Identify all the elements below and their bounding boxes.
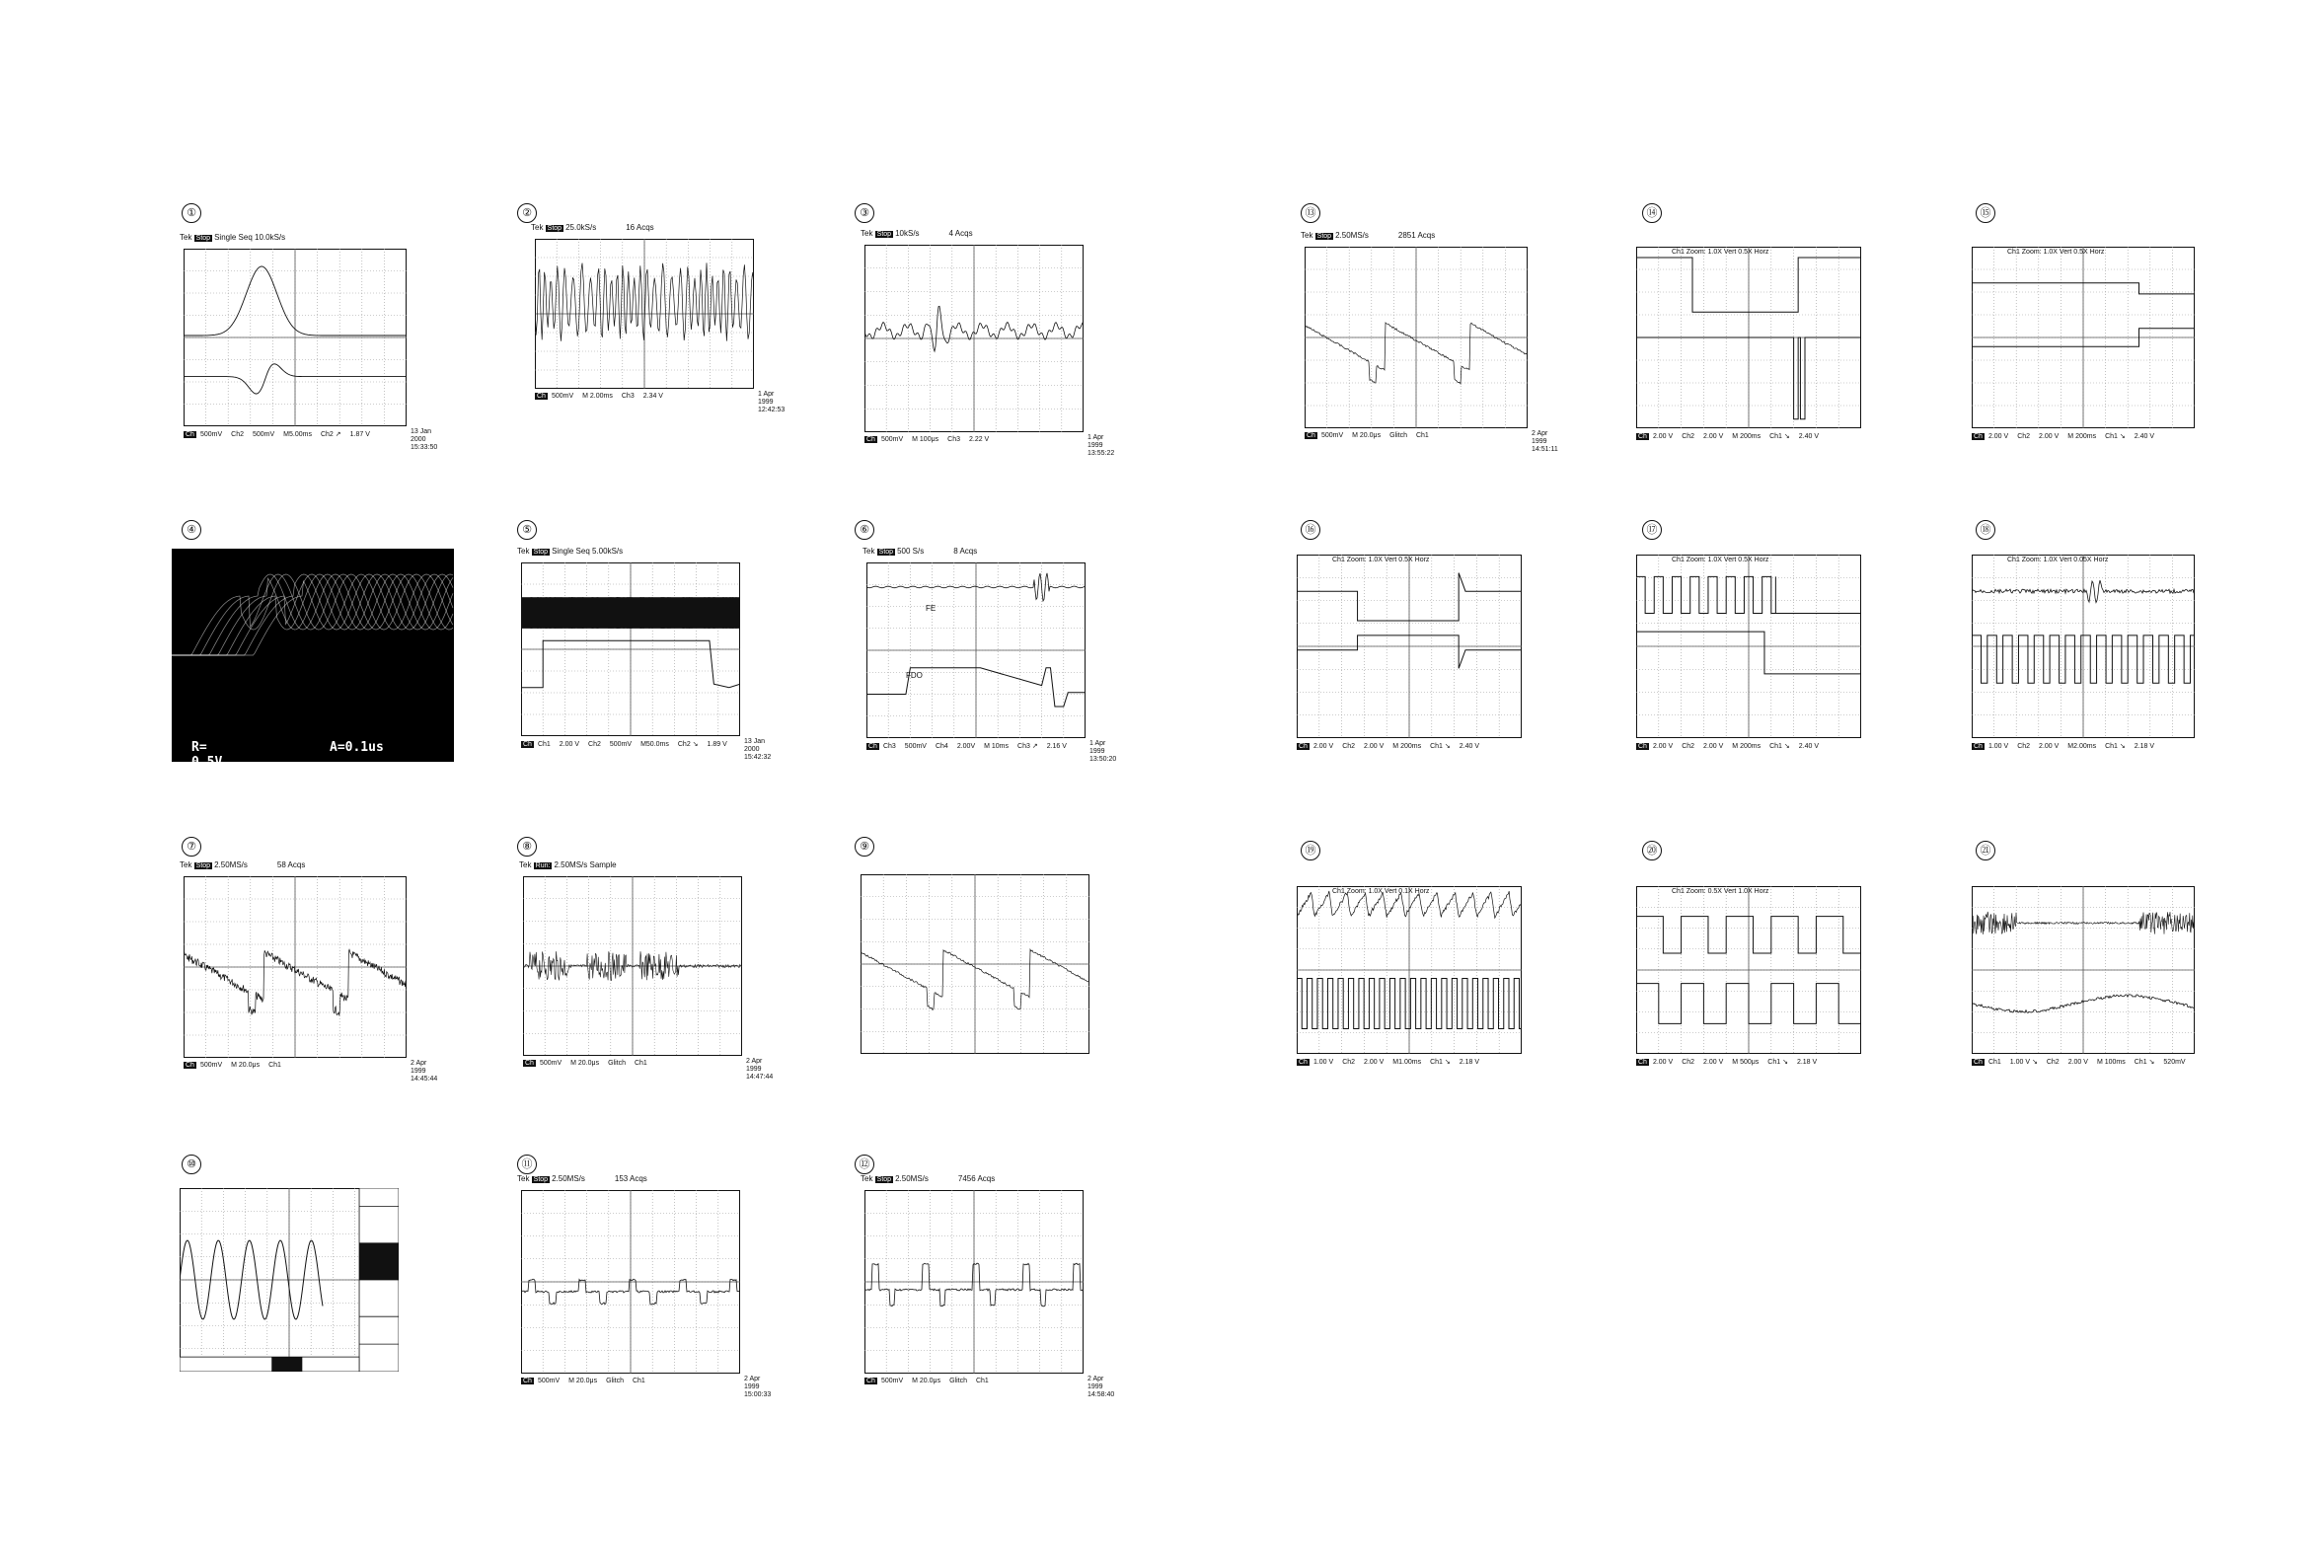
channel-tag: Ch xyxy=(186,431,194,438)
footer-value: 2.00 V xyxy=(1652,433,1674,440)
footer-value: 2.40 V xyxy=(1798,433,1819,440)
footer-value: M5.00ms xyxy=(283,431,312,438)
trace-label: FE xyxy=(926,604,937,613)
trace-ch1-burst xyxy=(521,597,740,629)
acquisition-count: 4 Acqs xyxy=(948,229,973,238)
timestamp-time: 13:55:22 xyxy=(1087,450,1115,457)
footer-value: Ch2 xyxy=(588,741,601,748)
waveform-plot xyxy=(1305,247,1528,428)
channel-tag: Ch xyxy=(1299,1059,1308,1066)
footer-value: 2.22 V xyxy=(968,436,990,443)
footer-value: M 20.0μs xyxy=(912,1378,941,1384)
scope-footer xyxy=(1636,432,1828,440)
sample-rate: 2.50MS/s xyxy=(895,1174,929,1183)
footer-value: Glitch xyxy=(606,1378,624,1384)
scope-header xyxy=(862,547,977,556)
footer-value: Ch1 ↘ xyxy=(1767,1059,1788,1066)
waveform-plot xyxy=(184,876,407,1058)
timestamp xyxy=(758,391,785,414)
sample-rate: 2.50MS/s xyxy=(1335,231,1369,240)
footer-value: 2.00 V xyxy=(1652,743,1674,750)
footer-value: Ch1 ↘ xyxy=(1769,433,1790,440)
scope-footer xyxy=(535,393,672,400)
footer-value: M 200ms xyxy=(1732,743,1762,750)
timestamp-date: 1 Apr 1999 xyxy=(1087,434,1104,449)
acquisition-count: 16 Acqs xyxy=(626,223,654,232)
run-state-badge: Stop xyxy=(1316,233,1332,240)
footer-value: M 100μs xyxy=(912,436,939,443)
scope-footer xyxy=(866,742,1076,750)
timestamp-time: 13:50:20 xyxy=(1089,756,1117,763)
footer-value: Ch1 xyxy=(632,1378,645,1384)
tek-label: Tek xyxy=(519,860,534,869)
footer-value: 2.00 V xyxy=(559,741,580,748)
scope-footer xyxy=(864,1378,998,1384)
channel-tag: Ch xyxy=(523,1378,532,1384)
scope-screen xyxy=(1972,886,2195,1054)
figure-number: ⑲ xyxy=(1301,841,1320,860)
figure-number: ⑰ xyxy=(1642,520,1662,540)
timestamp-time: 15:42:32 xyxy=(744,754,772,761)
timestamp-time: 12:42:53 xyxy=(758,407,786,413)
run-state-badge: Stop xyxy=(533,549,549,556)
footer-value: 2.16 V xyxy=(1046,743,1067,750)
waveform-plot xyxy=(1972,886,2195,1054)
channel-tag: Ch xyxy=(868,743,877,750)
channel-tag: Ch xyxy=(1638,433,1647,440)
tek-label: Tek xyxy=(180,233,194,242)
zoom-readout: Ch1 Zoom: 1.0X Vert 0.05X Horz xyxy=(2007,557,2109,563)
footer-value: Ch2 xyxy=(2017,433,2031,440)
scope-footer xyxy=(1305,432,1438,439)
footer-value: 2.00 V xyxy=(2039,743,2060,750)
footer-value: 500mV xyxy=(904,743,927,750)
waveform-plot xyxy=(184,249,407,426)
figure-number: ⑪ xyxy=(517,1155,537,1174)
footer-value: Ch3 xyxy=(947,436,960,443)
channel-tag: Ch xyxy=(537,393,546,400)
waveform-plot xyxy=(866,562,1086,738)
footer-value: 500mV xyxy=(252,431,275,438)
scope-footer xyxy=(184,430,379,438)
footer-value: 2.00 V xyxy=(1987,433,2009,440)
acquisition-count: 8 Acqs xyxy=(953,547,978,556)
tek-label: Tek xyxy=(861,229,875,238)
footer-value: 500mV xyxy=(551,393,574,400)
footer-value: Ch1 ↘ xyxy=(1430,743,1451,750)
timestamp xyxy=(744,738,771,762)
timestamp-time: 15:00:33 xyxy=(744,1391,772,1398)
run-state-badge: Stop xyxy=(876,231,892,238)
footer-value: 500mV xyxy=(199,431,223,438)
channel-tag: Ch xyxy=(1974,433,1983,440)
scope-screen xyxy=(521,562,740,736)
scope-footer xyxy=(1636,1058,1826,1066)
timestamp-time: 14:45:44 xyxy=(411,1076,438,1083)
footer-value: 2.40 V xyxy=(2134,433,2154,440)
scope-footer xyxy=(184,1062,290,1069)
waveform-plot xyxy=(1636,247,1861,428)
footer-value: Ch1 ↘ xyxy=(1430,1059,1451,1066)
scope-screen xyxy=(1636,247,1861,428)
footer-value: 2.00 V xyxy=(1364,1059,1385,1066)
zoom-readout: Ch1 Zoom: 1.0X Vert 0.5X Horz xyxy=(1672,557,1769,563)
footer-value: 2.00 V xyxy=(1703,433,1724,440)
footer-value: Ch3 xyxy=(621,393,635,400)
channel-tag: Ch xyxy=(866,436,875,443)
scope-screen xyxy=(1636,886,1861,1054)
scope-footer xyxy=(521,740,736,748)
footer-value: 500mV xyxy=(880,436,904,443)
zoom-readout: Ch1 Zoom: 1.0X Vert 0.5X Horz xyxy=(1332,557,1430,563)
zoom-readout: Ch1 Zoom: 0.5X Vert 1.0X Horz xyxy=(1672,888,1769,895)
waveform-plot xyxy=(180,1188,399,1372)
sample-rate: 10kS/s xyxy=(895,229,920,238)
channel-tag: Ch xyxy=(186,1062,194,1069)
timestamp-time: 14:51:11 xyxy=(1532,446,1558,453)
waveform-plot xyxy=(535,239,754,389)
acquisition-count: 153 Acqs xyxy=(614,1174,647,1183)
footer-value: M 500μs xyxy=(1732,1059,1760,1066)
scope-header xyxy=(861,1174,995,1183)
footer-value: 1.89 V xyxy=(707,741,727,748)
footer-value: 2.00 V xyxy=(1364,743,1385,750)
footer-value: 2.00 V xyxy=(2039,433,2060,440)
figure-number: ① xyxy=(182,203,201,223)
scope-footer xyxy=(864,436,998,443)
footer-value: 2.00 V xyxy=(1703,743,1724,750)
waveform-plot xyxy=(1636,555,1861,738)
footer-value: 1.00 V ↘ xyxy=(2009,1059,2038,1066)
footer-value: M 200ms xyxy=(2067,433,2097,440)
timestamp-date: 2 Apr 1999 xyxy=(411,1060,427,1075)
channel-tag: Ch xyxy=(1307,432,1315,439)
zoom-readout: Ch1 Zoom: 1.0X Vert 0.5X Horz xyxy=(1672,249,1769,256)
footer-value: M 2.00ms xyxy=(582,393,613,400)
scope-screen xyxy=(866,562,1086,738)
footer-value: Ch1 ↘ xyxy=(1769,743,1790,750)
tek-label: Tek xyxy=(861,1174,875,1183)
footer-value: 1.00 V xyxy=(1987,743,2009,750)
footer-value: 500mV xyxy=(539,1060,562,1067)
overlay-time: A=0.1us xyxy=(330,740,384,755)
footer-value: 2.18 V xyxy=(2134,743,2154,750)
timestamp-time: 15:33:50 xyxy=(411,444,438,451)
footer-value: 2.00 V xyxy=(1312,743,1334,750)
footer-value: M 200ms xyxy=(1392,743,1422,750)
footer-value: 2.18 V xyxy=(1796,1059,1818,1066)
timestamp-date: 2 Apr 1999 xyxy=(1087,1376,1104,1390)
footer-value: Ch2 xyxy=(1682,1059,1695,1066)
timestamp-time: 14:58:40 xyxy=(1087,1391,1115,1398)
scope-footer xyxy=(1972,1058,2195,1066)
sample-rate: 25.0kS/s xyxy=(565,223,597,232)
waveform-plot xyxy=(864,1190,1084,1374)
footer-value: Ch2 xyxy=(1682,743,1695,750)
footer-value: Ch1 xyxy=(634,1060,647,1067)
waveform-plot xyxy=(521,562,740,736)
scope-footer xyxy=(1972,742,2163,750)
scope-screen xyxy=(1636,555,1861,738)
footer-value: 2.00V xyxy=(956,743,976,750)
scope-footer xyxy=(1297,742,1488,750)
footer-value: 2.34 V xyxy=(642,393,663,400)
trace-label: FDO xyxy=(906,671,923,680)
footer-value: Glitch xyxy=(949,1378,967,1384)
figure-number: ③ xyxy=(855,203,874,223)
tek-label: Tek xyxy=(862,547,877,556)
figure-number: ⑱ xyxy=(1976,520,1995,540)
figure-number: ⑬ xyxy=(1301,203,1320,223)
footer-value: Ch2 xyxy=(2046,1059,2060,1066)
footer-value: 500mV xyxy=(537,1378,561,1384)
footer-value: 500mV xyxy=(880,1378,904,1384)
scope-screen xyxy=(184,876,407,1058)
scope-header xyxy=(180,233,285,242)
footer-value: M50.0ms xyxy=(640,741,669,748)
run-state-badge: Run: xyxy=(535,862,551,869)
timestamp-date: 2 Apr 1999 xyxy=(744,1376,761,1390)
footer-value: M 100ms xyxy=(2096,1059,2126,1066)
run-state-badge: Stop xyxy=(878,549,894,556)
footer-value: Glitch xyxy=(1389,432,1407,439)
timestamp xyxy=(1089,740,1116,764)
footer-value: Ch2 ↘ xyxy=(677,741,699,748)
footer-value: 500mV xyxy=(199,1062,223,1069)
figure-number: ⑩ xyxy=(182,1155,201,1174)
footer-value: Ch1 xyxy=(975,1378,989,1384)
scope-header xyxy=(861,229,973,238)
scope-footer xyxy=(1297,1058,1488,1066)
timestamp-date: 13 Jan 2000 xyxy=(744,738,766,753)
channel-tag: Ch xyxy=(1299,743,1308,750)
footer-value: Ch1 ↘ xyxy=(2105,433,2126,440)
acquisition-count: 58 Acqs xyxy=(276,860,306,869)
acquisition-count: 7456 Acqs xyxy=(957,1174,996,1183)
tek-label: Tek xyxy=(517,1174,532,1183)
sample-rate: Single Seq 5.00kS/s xyxy=(552,547,624,556)
scope-screen xyxy=(861,874,1089,1054)
sample-rate: 500 S/s xyxy=(897,547,925,556)
scope-header xyxy=(531,223,654,232)
tek-label: Tek xyxy=(180,860,194,869)
waveform-plot xyxy=(523,876,742,1056)
footer-value: 1.00 V xyxy=(1312,1059,1334,1066)
scope-header xyxy=(1301,231,1435,240)
channel-tag: Ch xyxy=(525,1060,534,1067)
waveform-plot xyxy=(1297,555,1522,738)
figure-number: ② xyxy=(517,203,537,223)
scope-screen xyxy=(521,1190,740,1374)
channel-tag: Ch xyxy=(1974,743,1983,750)
timestamp xyxy=(1532,430,1558,454)
waveform-plot xyxy=(521,1190,740,1374)
scope-screen xyxy=(1972,247,2195,428)
footer-value: 500mV xyxy=(609,741,633,748)
footer-value: Ch2 xyxy=(1342,743,1356,750)
scope-screen xyxy=(1972,555,2195,738)
waveform-plot xyxy=(1972,555,2195,738)
footer-value: Ch3 ↗ xyxy=(1017,743,1038,750)
scope-screen xyxy=(1297,886,1522,1054)
footer-value: M 20.0μs xyxy=(568,1378,598,1384)
timestamp xyxy=(1087,434,1114,458)
timestamp-date: 2 Apr 1999 xyxy=(1532,430,1548,445)
timestamp-date: 2 Apr 1999 xyxy=(746,1058,763,1073)
waveform-plot xyxy=(864,245,1084,432)
channel-tag: Ch xyxy=(1974,1059,1983,1066)
run-state-badge: Stop xyxy=(195,235,211,242)
footer-value: Ch1 xyxy=(1415,432,1429,439)
footer-value: 2.00 V xyxy=(1703,1059,1724,1066)
footer-value: Glitch xyxy=(608,1060,626,1067)
sample-rate: 2.50MS/s xyxy=(214,860,248,869)
footer-value: Ch1 ↘ xyxy=(2134,1059,2155,1066)
footer-value: M 10ms xyxy=(984,743,1010,750)
footer-value: 520mV xyxy=(2163,1059,2186,1066)
scope-screen xyxy=(523,876,742,1056)
scope-header xyxy=(519,860,617,869)
footer-value: M1.00ms xyxy=(1392,1059,1422,1066)
figure-number: ⑥ xyxy=(855,520,874,540)
figure-number: ④ xyxy=(182,520,201,540)
figure-number: ⑳ xyxy=(1642,841,1662,860)
waveform-plot xyxy=(1636,886,1861,1054)
footer-value: Ch4 xyxy=(935,743,948,750)
footer-value: Ch1 xyxy=(537,741,551,748)
footer-value: 2.40 V xyxy=(1459,743,1479,750)
footer-value: M 200ms xyxy=(1732,433,1762,440)
scope-screen xyxy=(864,245,1084,432)
scope-header xyxy=(180,860,305,869)
timestamp xyxy=(746,1058,773,1082)
scope-header xyxy=(517,547,623,556)
channel-tag: Ch xyxy=(1638,1059,1647,1066)
run-state-badge: Stop xyxy=(195,862,211,869)
footer-value: M2.00ms xyxy=(2067,743,2097,750)
scope-screen xyxy=(1305,247,1528,428)
waveform-plot xyxy=(861,874,1089,1054)
sample-rate: 2.50MS/s Sample xyxy=(554,860,617,869)
acquisition-count: 2851 Acqs xyxy=(1397,231,1436,240)
timestamp-date: 13 Jan 2000 xyxy=(411,428,432,443)
channel-tag: Ch xyxy=(1638,743,1647,750)
figure-number: ⑤ xyxy=(517,520,537,540)
figure-number: ⑦ xyxy=(182,837,201,857)
footer-value: Ch2 xyxy=(1342,1059,1356,1066)
scope-header xyxy=(517,1174,647,1183)
timestamp xyxy=(411,428,437,452)
footer-value: 1.87 V xyxy=(349,431,370,438)
footer-value: Ch2 xyxy=(231,431,244,438)
figure-number: ⑯ xyxy=(1301,520,1320,540)
figure-number: ⑫ xyxy=(855,1155,874,1174)
waveform-plot xyxy=(172,549,454,762)
figure-number: ⑭ xyxy=(1642,203,1662,223)
footer-value: 2.18 V xyxy=(1459,1059,1479,1066)
figure-number: ㉑ xyxy=(1976,841,1995,860)
footer-value: 500mV xyxy=(1320,432,1344,439)
zoom-readout: Ch1 Zoom: 1.0X Vert 0.1X Horz xyxy=(1332,888,1430,895)
tek-label: Tek xyxy=(1301,231,1315,240)
channel-tag: Ch xyxy=(866,1378,875,1384)
run-state-badge: Stop xyxy=(533,1176,549,1183)
footer-value: 2.00 V xyxy=(1652,1059,1674,1066)
scope-screen xyxy=(180,1188,399,1372)
timestamp-date: 1 Apr 1999 xyxy=(1089,740,1106,755)
scope-footer xyxy=(1636,742,1828,750)
menu-selected xyxy=(359,1243,399,1280)
footer-value: Ch3 xyxy=(882,743,896,750)
footer-value: M 20.0μs xyxy=(1352,432,1382,439)
sample-rate: 2.50MS/s xyxy=(552,1174,585,1183)
timestamp xyxy=(411,1060,437,1083)
footer-value: Ch2 xyxy=(2017,743,2031,750)
run-state-badge: Stop xyxy=(876,1176,892,1183)
scope-footer xyxy=(523,1060,656,1067)
timestamp xyxy=(1087,1376,1114,1399)
tek-label: Tek xyxy=(517,547,532,556)
scope-screen xyxy=(1297,555,1522,738)
tek-label: Tek xyxy=(531,223,546,232)
waveform-plot xyxy=(1297,886,1522,1054)
zoom-readout: Ch1 Zoom: 1.0X Vert 0.5X Horz xyxy=(2007,249,2105,256)
scope-screen xyxy=(184,249,407,426)
scope-screen xyxy=(864,1190,1084,1374)
sample-rate: Single Seq 10.0kS/s xyxy=(214,233,286,242)
footer-value: Ch2 ↗ xyxy=(320,431,341,438)
run-state-badge: Stop xyxy=(547,225,562,232)
footer-value: M 20.0μs xyxy=(570,1060,600,1067)
footer-value: M 20.0μs xyxy=(231,1062,261,1069)
channel-tag: Ch xyxy=(523,741,532,748)
waveform-plot xyxy=(1972,247,2195,428)
footer-value: 2.00 V xyxy=(2067,1059,2088,1066)
timestamp-time: 14:47:44 xyxy=(746,1074,774,1081)
figure-number: ⑨ xyxy=(855,837,874,857)
scope-screen xyxy=(172,549,454,762)
figure-number: ⑮ xyxy=(1976,203,1995,223)
scope-footer xyxy=(521,1378,654,1384)
scope-screen xyxy=(535,239,754,389)
footer-value: 2.40 V xyxy=(1798,743,1819,750)
overlay-voltage: R= 0.5V xyxy=(191,740,223,770)
figure-number: ⑧ xyxy=(517,837,537,857)
footer-value: Ch2 xyxy=(1682,433,1695,440)
scope-footer xyxy=(1972,432,2163,440)
timestamp-date: 1 Apr 1999 xyxy=(758,391,775,406)
footer-value: Ch1 xyxy=(268,1062,281,1069)
timestamp xyxy=(744,1376,771,1399)
footer-value: Ch1 ↘ xyxy=(2105,743,2126,750)
footer-value: Ch1 xyxy=(1987,1059,2001,1066)
